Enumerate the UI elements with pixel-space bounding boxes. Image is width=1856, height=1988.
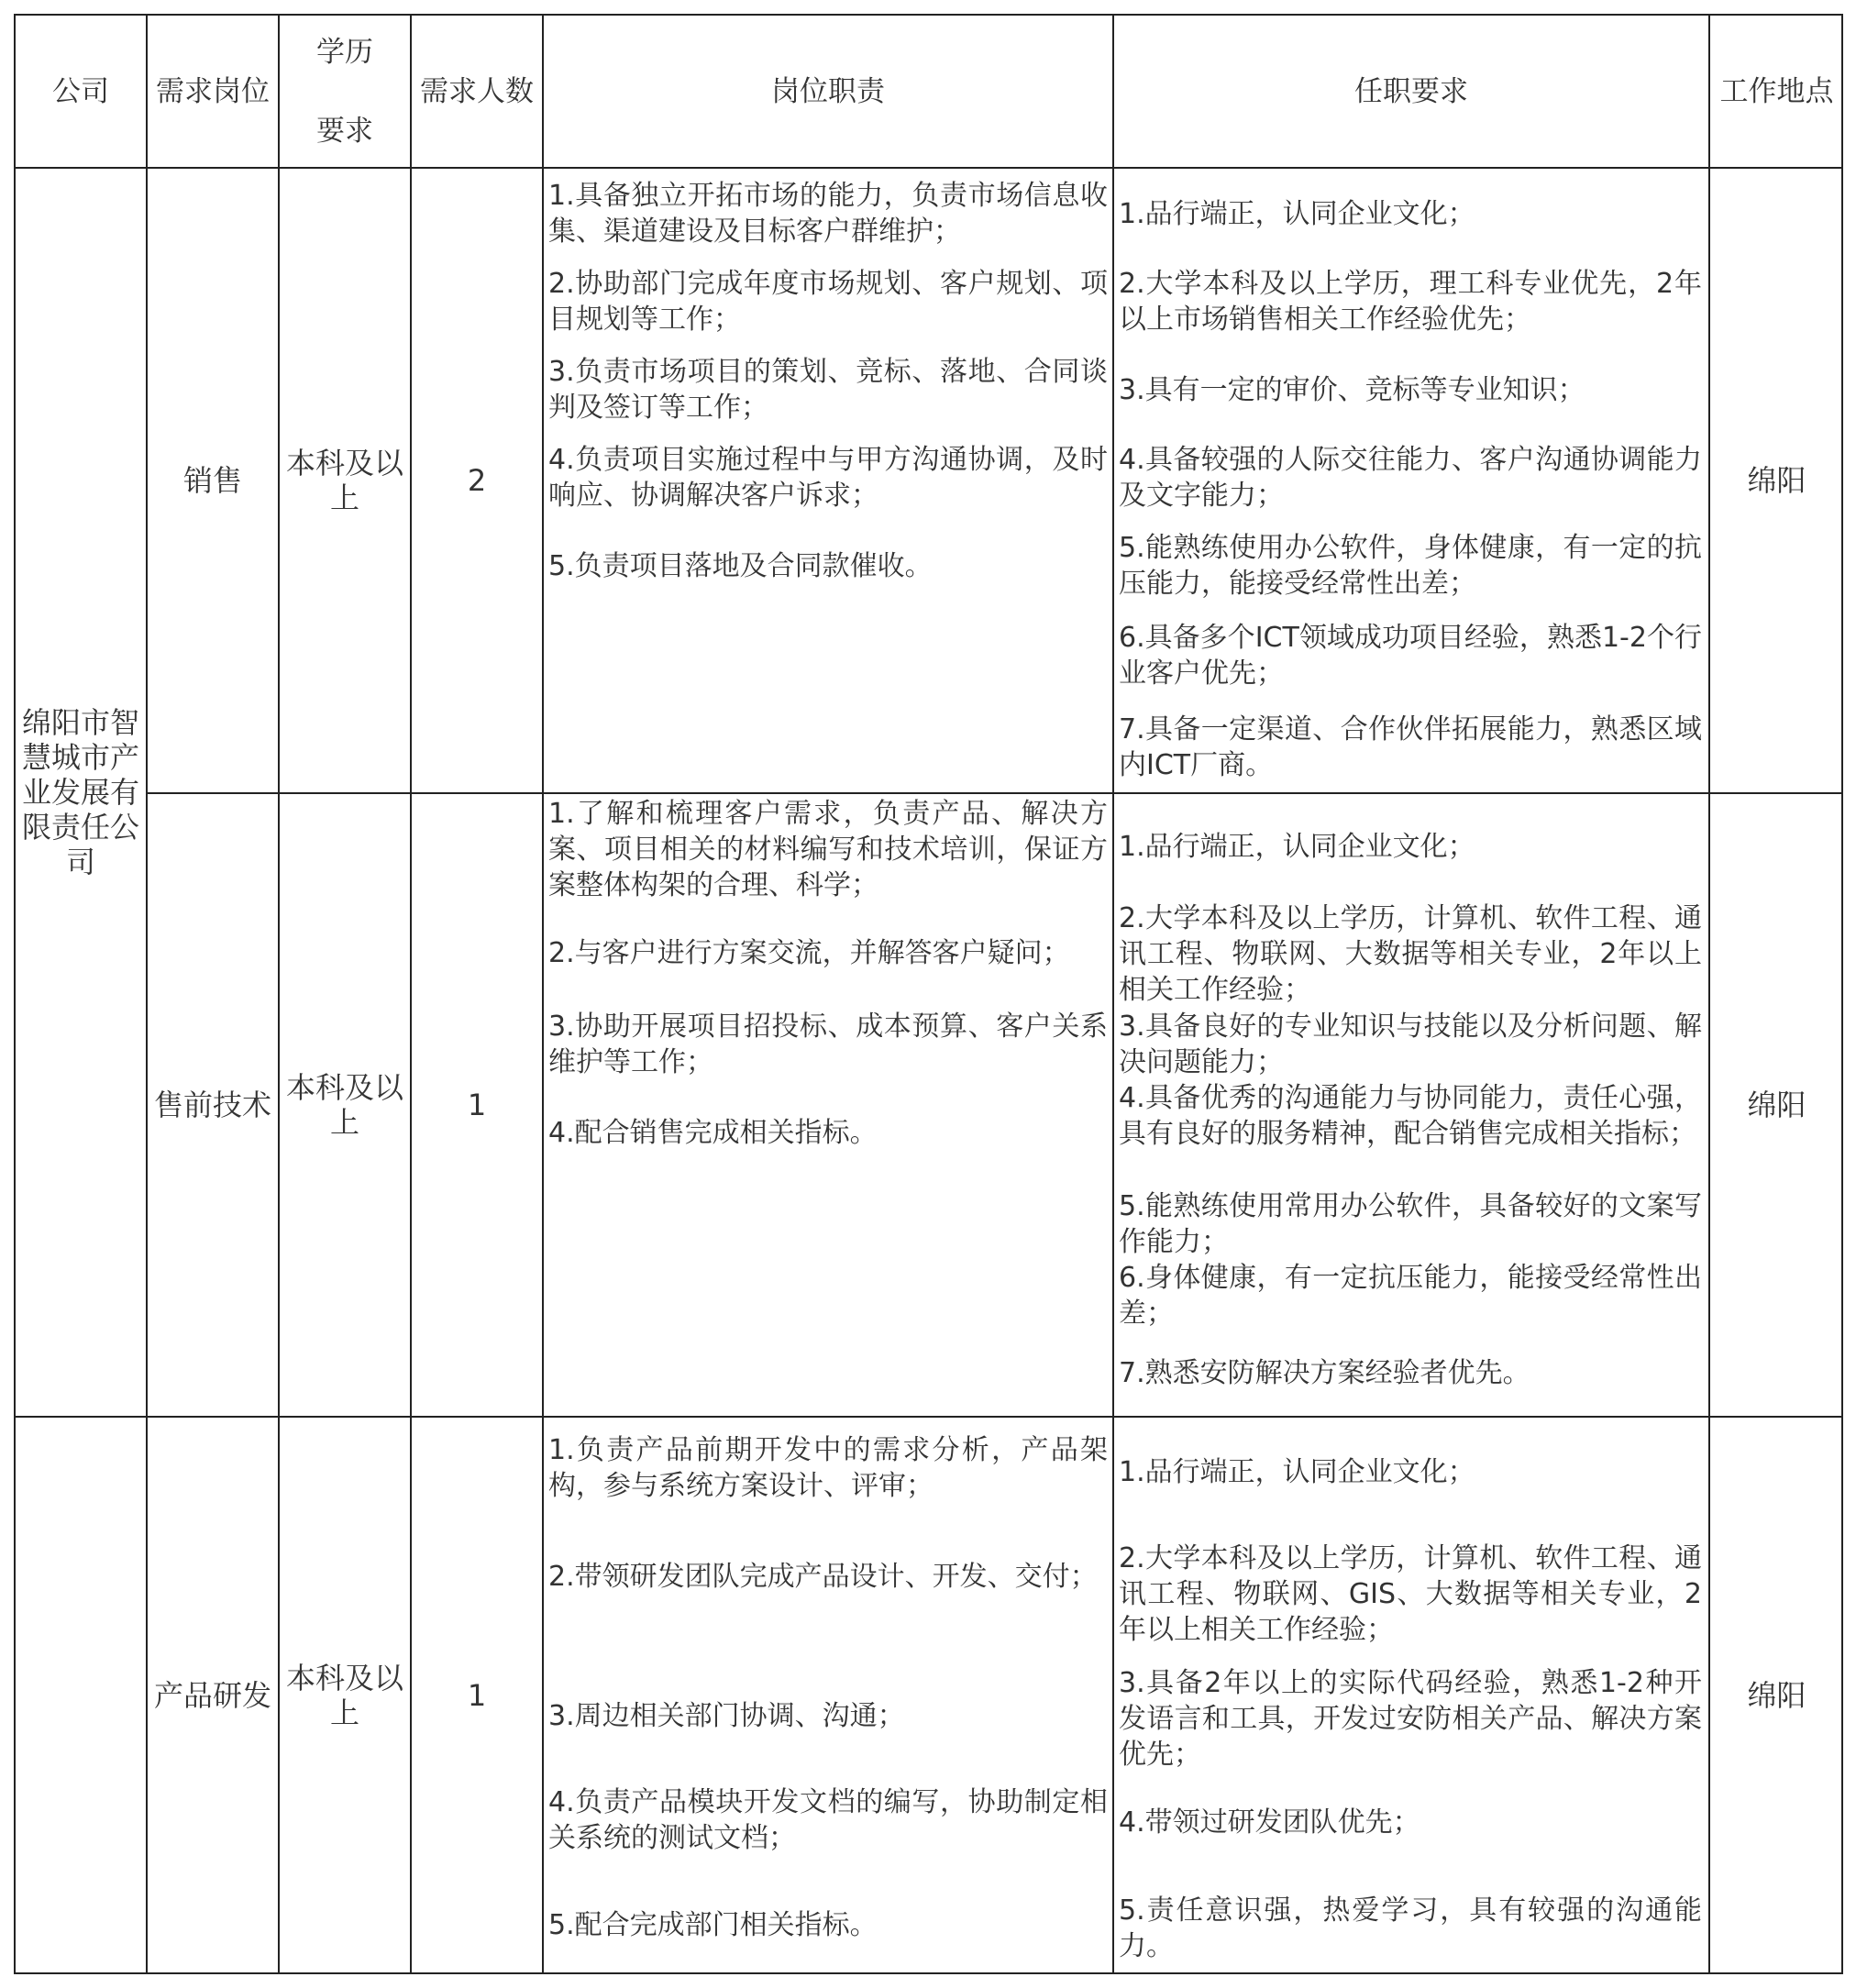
row3-requirement-item: 3.具备2年以上的实际代码经验，熟悉1-2种开发语言和工具，开发过安防相关产品、解决方案优先； [1119,1667,1702,1771]
row1-requirement-item: 4.具备较强的人际交往能力、客户沟通协调能力及文字能力； [1119,444,1702,512]
row2-position: 售前技术 [153,1088,271,1122]
row3-requirement-item: 2.大学本科及以上学历，计算机、软件工程、通讯工程、物联网、GIS、大数据等相关专业，2年以上相关工作经验； [1119,1542,1702,1646]
header-duties: 岗位职责 [771,74,885,108]
row2-requirement-item: 1.品行端正，认同企业文化； [1119,831,1475,863]
row3-duty-item: 4.负责产品模块开发文档的编写，协助制定相关系统的测试文档； [548,1786,1108,1854]
row1-requirement-item: 1.品行端正，认同企业文化； [1119,198,1475,230]
row3-duty-item: 2.带领研发团队完成产品设计、开发、交付； [548,1561,1098,1593]
header-company: 公司 [52,74,109,108]
row2-requirement-item: 7.熟悉安防解决方案经验者优先。 [1119,1357,1530,1389]
column-divider [1112,14,1114,1974]
row1-duty-item: 3.负责市场项目的策划、竞标、落地、合同谈判及签订等工作； [548,356,1108,424]
header-count: 需求人数 [420,74,534,108]
row3-education: 本科及以上 [285,1660,403,1730]
row3-requirement-item: 1.品行端正，认同企业文化； [1119,1456,1475,1488]
header-location: 工作地点 [1719,74,1834,108]
header-education-line1: 学历 [316,35,373,69]
row1-duty-item: 1.具备独立开拓市场的能力，负责市场信息收集、渠道建设及目标客户群维护； [548,180,1108,248]
row1-duty-item: 4.负责项目实施过程中与甲方沟通协调，及时响应、协调解决客户诉求； [548,444,1108,512]
header-education [280,16,410,167]
row3-company-empty [16,1418,146,1972]
row3-duty-item: 1.负责产品前期开发中的需求分析，产品架构，参与系统方案设计、评审； [548,1434,1108,1502]
row2-duty-item: 4.配合销售完成相关指标。 [548,1117,878,1149]
row1-requirement-item: 2.大学本科及以上学历，理工科专业优先，2年以上市场销售相关工作经验优先； [1119,268,1702,336]
row3-requirement-item: 4.带领过研发团队优先； [1119,1806,1420,1839]
row2-requirement-item: 2.大学本科及以上学历，计算机、软件工程、通讯工程、物联网、大数据等相关专业，2年以上相关工作经验； [1119,902,1702,1006]
row1-duty-item: 2.协助部门完成年度市场规划、客户规划、项目规划等工作； [548,268,1108,336]
row2-duty-item: 2.与客户进行方案交流，并解答客户疑问； [548,937,1070,969]
header-requirements: 任职要求 [1354,74,1468,108]
row2-requirement-item: 3.具备良好的专业知识与技能以及分析问题、解决问题能力； [1119,1011,1702,1078]
row2-duty-item: 3.协助开展项目招投标、成本预算、客户关系维护等工作； [548,1011,1108,1078]
row1-requirement-item: 5.能熟练使用办公软件，身体健康，有一定的抗压能力，能接受经常性出差； [1119,532,1702,600]
row1-duty-item: 5.负责项目落地及合同款催收。 [548,550,933,582]
row2-location: 绵阳 [1747,1088,1806,1122]
row3-location: 绵阳 [1747,1677,1806,1713]
row1-requirement-item: 3.具有一定的审价、竞标等专业知识； [1119,374,1585,406]
row1-count: 2 [467,463,487,498]
row2-count: 1 [467,1088,487,1122]
row3-duty-item: 5.配合完成部门相关指标。 [548,1909,878,1941]
company-name: 绵阳市智慧城市产业发展有限责任公司 [21,705,139,879]
row1-education: 本科及以上 [285,446,403,515]
column-divider [542,14,544,1974]
header-position: 需求岗位 [156,74,270,108]
header-education-line2: 要求 [316,114,373,148]
row2-requirement-item: 6.身体健康，有一定抗压能力，能接受经常性出差； [1119,1262,1702,1330]
row2-requirement-item: 5.能熟练使用常用办公软件，具备较好的文案写作能力； [1119,1190,1702,1258]
row1-position: 销售 [182,463,242,498]
row3-position: 产品研发 [153,1677,271,1713]
row1-location: 绵阳 [1747,463,1806,498]
row3-requirement-item: 5.责任意识强，热爱学习，具有较强的沟通能力。 [1119,1894,1702,1962]
row3-duty-item: 3.周边相关部门协调、沟通； [548,1700,905,1732]
row1-requirement-item: 7.具备一定渠道、合作伙伴拓展能力，熟悉区域内ICT厂商。 [1119,713,1702,781]
row1-requirement-item: 6.具备多个ICT领域成功项目经验，熟悉1-2个行业客户优先； [1119,622,1702,690]
row3-count: 1 [467,1677,487,1713]
row2-duty-item: 1.了解和梳理客户需求，负责产品、解决方案、项目相关的材料编写和技术培训，保证方案整体构架的合理、科学； [548,798,1108,901]
row2-education: 本科及以上 [285,1070,403,1140]
row2-requirement-item: 4.具备优秀的沟通能力与协同能力，责任心强，具有良好的服务精神，配合销售完成相关指标； [1119,1082,1702,1150]
